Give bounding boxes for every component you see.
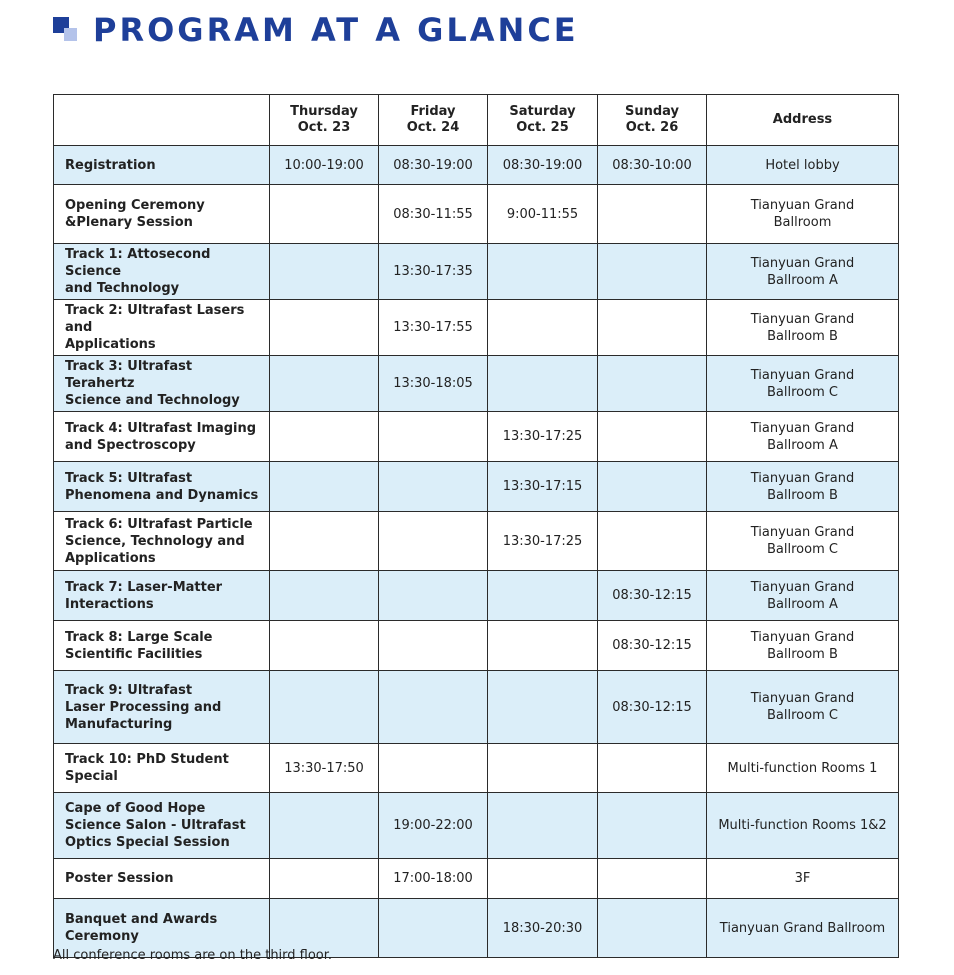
thursday-cell: 10:00-19:00	[270, 146, 379, 185]
sunday-cell	[598, 356, 707, 412]
event-cell: Track 10: PhD Student Special	[54, 744, 270, 793]
event-cell: Track 5: Ultrafast Phenomena and Dynamics	[54, 462, 270, 512]
table-row	[54, 571, 899, 621]
thursday-cell	[270, 571, 379, 621]
footnote: All conference rooms are on the third floor.	[53, 948, 333, 963]
header-sunday: Sunday Oct. 26	[598, 95, 707, 146]
address-cell: Tianyuan Grand Ballroom A	[707, 571, 899, 621]
sunday-cell	[598, 744, 707, 793]
saturday-cell: 13:30-17:15	[488, 462, 598, 512]
event-cell: Track 8: Large Scale Scientific Facilities	[54, 621, 270, 671]
address-cell: Tianyuan Grand Ballroom B	[707, 462, 899, 512]
event-cell: Banquet and Awards Ceremony	[54, 899, 270, 958]
saturday-cell	[488, 859, 598, 899]
saturday-cell	[488, 571, 598, 621]
event-cell: Track 3: Ultrafast Terahertz Science and Technology	[54, 356, 270, 412]
event-cell: Track 6: Ultrafast Particle Science, Technology and Applications	[54, 512, 270, 571]
thursday-cell	[270, 300, 379, 356]
table-header-row	[54, 95, 899, 146]
saturday-cell: 08:30-19:00	[488, 146, 598, 185]
table-row	[54, 185, 899, 244]
sunday-cell: 08:30-12:15	[598, 571, 707, 621]
header-friday: Friday Oct. 24	[379, 95, 488, 146]
friday-cell: 13:30-17:55	[379, 300, 488, 356]
saturday-cell: 9:00-11:55	[488, 185, 598, 244]
saturday-cell	[488, 244, 598, 300]
table-row	[54, 671, 899, 744]
event-cell: Cape of Good Hope Science Salon - Ultrafast Optics Special Session	[54, 793, 270, 859]
table-row	[54, 244, 899, 300]
saturday-cell	[488, 300, 598, 356]
page-header	[53, 10, 579, 50]
sunday-cell	[598, 300, 707, 356]
header-address: Address	[707, 95, 899, 146]
thursday-cell: 13:30-17:50	[270, 744, 379, 793]
friday-cell	[379, 571, 488, 621]
header-saturday: Saturday Oct. 25	[488, 95, 598, 146]
table-row	[54, 300, 899, 356]
address-cell: 3F	[707, 859, 899, 899]
event-cell: Track 2: Ultrafast Lasers and Applications	[54, 300, 270, 356]
sunday-cell: 08:30-10:00	[598, 146, 707, 185]
title-square-icon	[53, 17, 79, 43]
table-row	[54, 744, 899, 793]
thursday-cell	[270, 462, 379, 512]
address-cell: Tianyuan Grand Ballroom B	[707, 300, 899, 356]
friday-cell	[379, 462, 488, 512]
friday-cell	[379, 744, 488, 793]
saturday-cell: 13:30-17:25	[488, 412, 598, 462]
sunday-cell: 08:30-12:15	[598, 671, 707, 744]
address-cell: Tianyuan Grand Ballroom	[707, 185, 899, 244]
friday-cell	[379, 621, 488, 671]
friday-cell	[379, 512, 488, 571]
sunday-cell	[598, 512, 707, 571]
table-row	[54, 146, 899, 185]
saturday-cell: 18:30-20:30	[488, 899, 598, 958]
thursday-cell	[270, 859, 379, 899]
table-row	[54, 356, 899, 412]
friday-cell: 08:30-19:00	[379, 146, 488, 185]
event-cell: Registration	[54, 146, 270, 185]
sunday-cell	[598, 412, 707, 462]
friday-cell: 13:30-17:35	[379, 244, 488, 300]
event-cell: Track 7: Laser-Matter Interactions	[54, 571, 270, 621]
thursday-cell	[270, 621, 379, 671]
saturday-cell	[488, 621, 598, 671]
address-cell: Tianyuan Grand Ballroom A	[707, 244, 899, 300]
sunday-cell	[598, 899, 707, 958]
address-cell: Hotel lobby	[707, 146, 899, 185]
thursday-cell	[270, 244, 379, 300]
thursday-cell	[270, 793, 379, 859]
sunday-cell: 08:30-12:15	[598, 621, 707, 671]
sunday-cell	[598, 859, 707, 899]
saturday-cell	[488, 356, 598, 412]
sunday-cell	[598, 185, 707, 244]
address-cell: Tianyuan Grand Ballroom	[707, 899, 899, 958]
sunday-cell	[598, 793, 707, 859]
event-cell: Track 1: Attosecond Science and Technology	[54, 244, 270, 300]
address-cell: Multi-function Rooms 1	[707, 744, 899, 793]
address-cell: Multi-function Rooms 1&2	[707, 793, 899, 859]
address-cell: Tianyuan Grand Ballroom C	[707, 671, 899, 744]
friday-cell	[379, 671, 488, 744]
saturday-cell	[488, 671, 598, 744]
event-cell: Track 4: Ultrafast Imaging and Spectroscopy	[54, 412, 270, 462]
sunday-cell	[598, 462, 707, 512]
saturday-cell: 13:30-17:25	[488, 512, 598, 571]
table-row	[54, 793, 899, 859]
page-title: PROGRAM AT A GLANCE	[93, 11, 579, 49]
thursday-cell	[270, 185, 379, 244]
address-cell: Tianyuan Grand Ballroom B	[707, 621, 899, 671]
thursday-cell	[270, 412, 379, 462]
header-event	[54, 95, 270, 146]
table-row	[54, 621, 899, 671]
sunday-cell	[598, 244, 707, 300]
saturday-cell	[488, 793, 598, 859]
address-cell: Tianyuan Grand Ballroom C	[707, 356, 899, 412]
friday-cell: 08:30-11:55	[379, 185, 488, 244]
address-cell: Tianyuan Grand Ballroom A	[707, 412, 899, 462]
table-row	[54, 512, 899, 571]
friday-cell	[379, 412, 488, 462]
thursday-cell	[270, 512, 379, 571]
friday-cell: 17:00-18:00	[379, 859, 488, 899]
event-cell: Opening Ceremony &Plenary Session	[54, 185, 270, 244]
thursday-cell	[270, 356, 379, 412]
table-row	[54, 859, 899, 899]
program-table	[53, 94, 899, 958]
friday-cell: 19:00-22:00	[379, 793, 488, 859]
friday-cell: 13:30-18:05	[379, 356, 488, 412]
event-cell: Poster Session	[54, 859, 270, 899]
address-cell: Tianyuan Grand Ballroom C	[707, 512, 899, 571]
event-cell: Track 9: Ultrafast Laser Processing and Manufacturing	[54, 671, 270, 744]
header-thursday: Thursday Oct. 23	[270, 95, 379, 146]
table-row	[54, 412, 899, 462]
friday-cell	[379, 899, 488, 958]
thursday-cell	[270, 671, 379, 744]
saturday-cell	[488, 744, 598, 793]
table-row	[54, 462, 899, 512]
